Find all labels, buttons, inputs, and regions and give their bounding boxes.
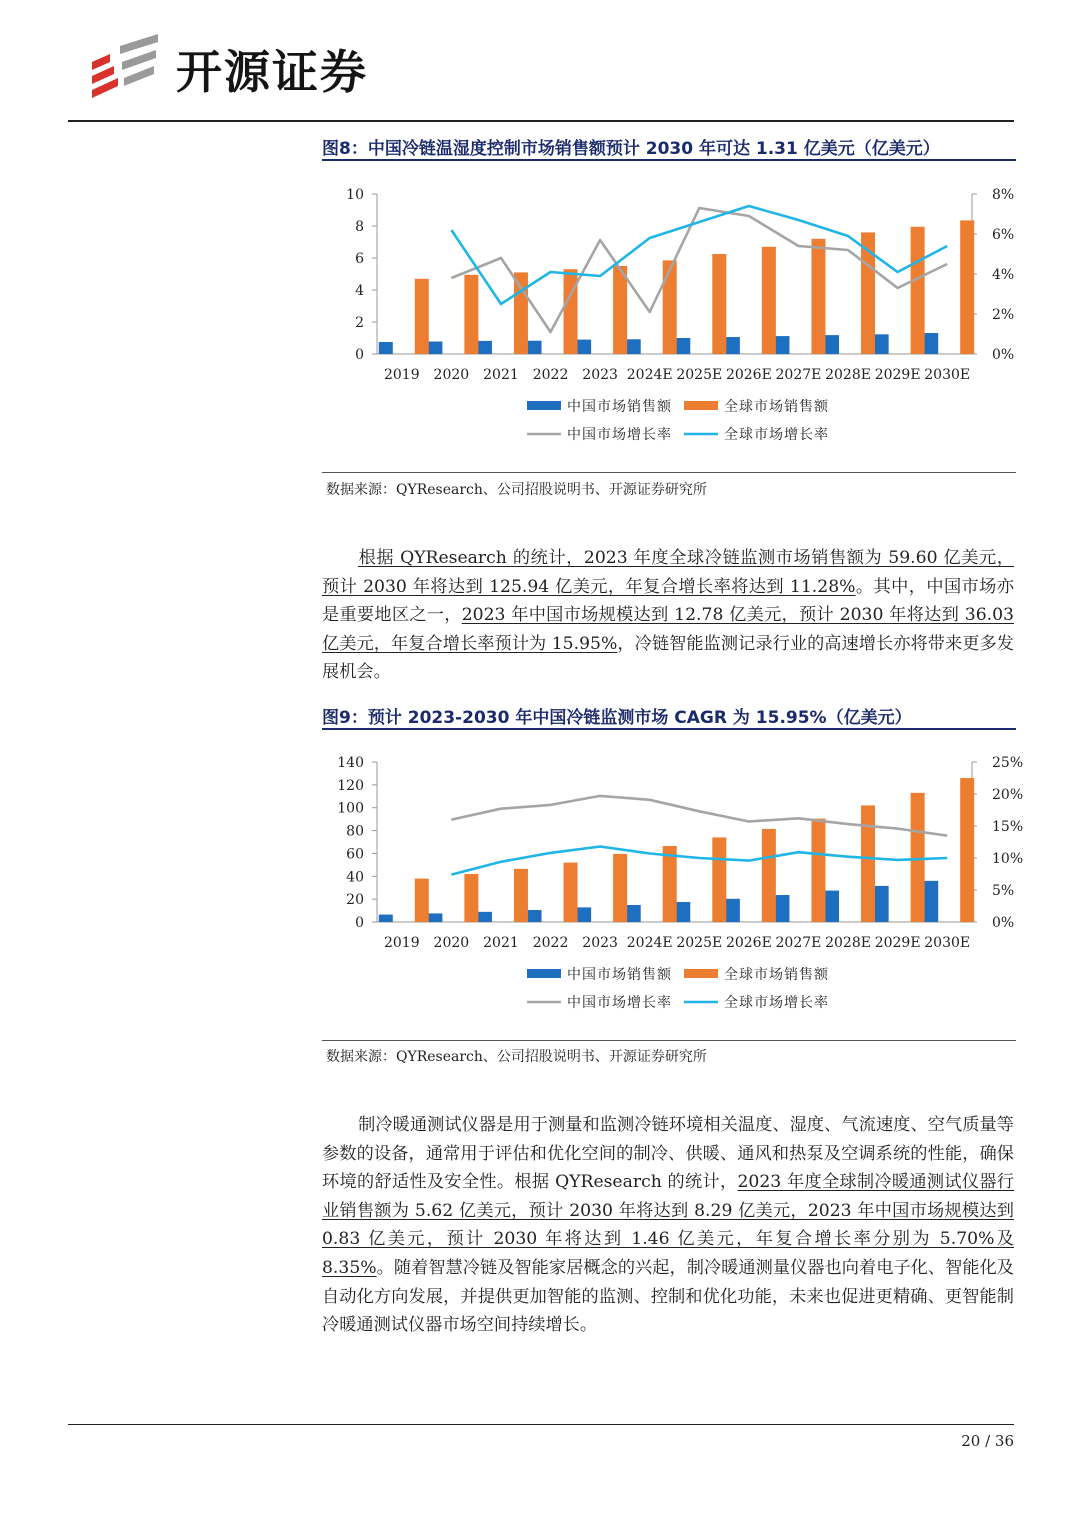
paragraph-cold-chain-monitoring	[322, 544, 1014, 687]
figure9-chart	[322, 740, 1024, 1030]
global-sales-bar	[564, 863, 578, 922]
x-tick-label: 2020	[433, 935, 470, 951]
para1-text-4: ，冷链智能监测记录行业的高速增长亦将带来更多发展机会。	[322, 633, 1014, 683]
para1-text-2: 。其中，中国市场亦是重要地区之一，	[322, 576, 1014, 626]
legend-swatch	[527, 401, 561, 410]
china-sales-bar	[577, 907, 591, 922]
x-tick-label: 2024E	[626, 367, 673, 383]
legend-label: 全球市场销售额	[724, 967, 829, 983]
china-sales-bar	[676, 902, 690, 922]
legend-swatch	[527, 969, 561, 978]
x-tick-label: 2019	[383, 935, 420, 951]
china-sales-bar	[726, 899, 740, 922]
x-tick-label: 2028E	[825, 935, 871, 951]
para2-underlined-2: 2023 年度全球制冷暖通测试仪器行业销售额为 5.62 亿美元，预计 2030 年将达到 8.29 亿美元，2023 年中国市场规模达到 0.83 亿美元，预计 2030 年将达到 1.46 亿美元，年复合增长率分别为 5.70%及 8.35%	[322, 1172, 1014, 1278]
legend-label: 中国市场销售额	[567, 967, 672, 983]
china-sales-bar	[825, 891, 839, 922]
left-tick-label: 140	[337, 755, 364, 771]
right-tick-label: 5%	[992, 883, 1015, 899]
china-sales-bar	[428, 342, 442, 354]
global-sales-bar	[811, 239, 825, 354]
x-tick-label: 2024E	[626, 935, 673, 951]
x-tick-label: 2029E	[874, 367, 921, 383]
figure8-source-rule	[322, 472, 1016, 473]
left-tick-label: 120	[337, 777, 364, 794]
left-tick-label: 0	[355, 915, 364, 931]
figure9-source-rule	[322, 1040, 1016, 1041]
para2-text-1: 制冷暖通测试仪器是用于测量和监测冷链环境相关温度、湿度、气流速度、空气质量等参数的设备，通常用于评估和优化空间的制冷、供暖、通风和热泵及空调系统的性能，确保环境的舒适性及安全性。根据 QYResearch 的统计，	[322, 1115, 1014, 1193]
global-sales-bar	[762, 247, 776, 354]
x-tick-label: 2023	[582, 935, 618, 951]
left-tick-label: 2	[355, 315, 364, 331]
left-tick-label: 10	[346, 187, 364, 203]
right-tick-label: 25%	[992, 755, 1024, 771]
figure8-title-rule	[322, 159, 1016, 161]
x-tick-label: 2019	[383, 367, 420, 383]
x-tick-label: 2026E	[725, 935, 772, 951]
china-sales-bar	[775, 336, 789, 354]
global-sales-bar	[911, 227, 925, 354]
global-sales-bar	[861, 805, 875, 922]
global-sales-bar	[663, 260, 677, 354]
legend-label: 全球市场增长率	[724, 995, 829, 1011]
right-tick-label: 20%	[992, 787, 1024, 803]
x-tick-label: 2020	[433, 367, 470, 383]
paragraph-hvac-instruments	[322, 1111, 1014, 1340]
page-number: 20 / 36	[961, 1432, 1014, 1450]
x-tick-label: 2027E	[775, 935, 822, 951]
x-tick-label: 2025E	[676, 935, 723, 951]
china-sales-bar	[726, 337, 740, 354]
figure8-title: 图8：中国冷链温湿度控制市场销售额预计 2030 年可达 1.31 亿美元（亿美元）	[322, 139, 940, 159]
china-sales-bar	[379, 915, 393, 922]
figure9-source: 数据来源：QYResearch、公司招股说明书、开源证券研究所	[326, 1049, 707, 1065]
legend-label: 全球市场销售额	[724, 399, 829, 415]
china-sales-bar	[924, 881, 938, 922]
global-sales-bar	[464, 874, 478, 922]
x-tick-label: 2021	[483, 935, 519, 951]
global-sales-bar	[960, 220, 974, 354]
china-sales-bar	[478, 341, 492, 354]
legend-label: 中国市场销售额	[567, 399, 672, 415]
china-sales-bar	[478, 912, 492, 922]
legend-label: 中国市场增长率	[567, 995, 672, 1011]
right-tick-label: 8%	[992, 187, 1015, 203]
company-name: 开源证券	[176, 45, 368, 99]
global-sales-bar	[712, 254, 726, 354]
global-sales-bar	[415, 879, 429, 922]
legend-label: 中国市场增长率	[567, 427, 672, 443]
china-sales-bar	[875, 886, 889, 922]
global-sales-bar	[762, 829, 776, 922]
footer-divider	[68, 1424, 1014, 1425]
global-sales-bar	[712, 837, 726, 922]
china-sales-bar	[825, 335, 839, 354]
right-tick-label: 4%	[992, 267, 1015, 283]
global-sales-bar	[960, 778, 974, 922]
right-tick-label: 10%	[992, 851, 1024, 867]
global-sales-bar	[514, 272, 528, 354]
china-sales-bar	[577, 340, 591, 354]
right-tick-label: 2%	[992, 307, 1015, 323]
figure9-title: 图9：预计 2023-2030 年中国冷链监测市场 CAGR 为 15.95%（亿美元）	[322, 708, 912, 728]
left-tick-label: 4	[355, 283, 364, 299]
x-tick-label: 2030E	[924, 367, 971, 383]
china-sales-bar	[924, 333, 938, 354]
x-tick-label: 2027E	[775, 367, 822, 383]
x-tick-label: 2029E	[874, 935, 921, 951]
global-sales-bar	[514, 869, 528, 922]
para1-underlined-3: 2023 年中国市场规模达到 12.78 亿美元，预计 2030 年将达到 36.03 亿美元，年复合增长率预计为 15.95%	[322, 605, 1014, 654]
para2-text-3: 。随着智慧冷链及智能家居概念的兴起，制冷暖通测量仪器也向着电子化、智能化及自动化方向发展，并提供更加智能的监测、控制和优化功能，未来也促进更精确、更智能制冷暖通测试仪器市场空间持续增长。	[322, 1257, 1014, 1336]
china-sales-bar	[627, 339, 641, 354]
legend-swatch	[684, 401, 718, 410]
global-sales-bar	[811, 819, 825, 922]
right-tick-label: 0%	[992, 347, 1015, 363]
right-tick-label: 0%	[992, 915, 1015, 931]
x-tick-label: 2023	[582, 367, 618, 383]
left-tick-label: 100	[337, 800, 364, 817]
legend-swatch	[684, 969, 718, 978]
china-sales-bar	[875, 334, 889, 354]
global-sales-bar	[911, 793, 925, 922]
left-tick-label: 40	[346, 869, 364, 886]
global-sales-bar	[613, 266, 627, 354]
x-tick-label: 2026E	[725, 367, 772, 383]
x-tick-label: 2025E	[676, 367, 723, 383]
left-tick-label: 0	[355, 347, 364, 363]
china-sales-bar	[775, 895, 789, 922]
figure9-title-rule	[322, 728, 1016, 730]
china-sales-bar	[528, 910, 542, 922]
global-sales-bar	[613, 854, 627, 922]
left-tick-label: 20	[346, 892, 364, 909]
global-sales-bar	[663, 846, 677, 922]
header-divider	[68, 120, 1014, 122]
left-tick-label: 60	[346, 846, 364, 863]
left-tick-label: 6	[355, 251, 364, 267]
china-sales-bar	[379, 342, 393, 354]
china-sales-bar	[528, 341, 542, 354]
china-sales-bar	[627, 905, 641, 922]
global-sales-bar	[415, 279, 429, 354]
x-tick-label: 2021	[483, 367, 519, 383]
right-tick-label: 6%	[992, 227, 1015, 243]
global-sales-bar	[464, 275, 478, 354]
x-tick-label: 2028E	[825, 367, 871, 383]
left-tick-label: 8	[355, 219, 364, 235]
para1-underlined-1: 根据 QYResearch 的统计，2023 年度全球冷链监测市场销售额为 59.60 亿美元，预计 2030 年将达到 125.94 亿美元，年复合增长率将达到 11.28%	[322, 548, 1014, 597]
figure8-chart	[322, 172, 1016, 462]
global-sales-bar	[564, 269, 578, 354]
x-tick-label: 2022	[532, 367, 569, 383]
figure8-source: 数据来源：QYResearch、公司招股说明书、开源证券研究所	[326, 482, 707, 498]
legend-label: 全球市场增长率	[724, 427, 829, 443]
china-sales-bar	[428, 913, 442, 922]
x-tick-label: 2022	[532, 935, 569, 951]
left-tick-label: 80	[346, 823, 364, 840]
right-tick-label: 15%	[992, 819, 1024, 835]
x-tick-label: 2030E	[924, 935, 971, 951]
china-sales-bar	[676, 338, 690, 354]
